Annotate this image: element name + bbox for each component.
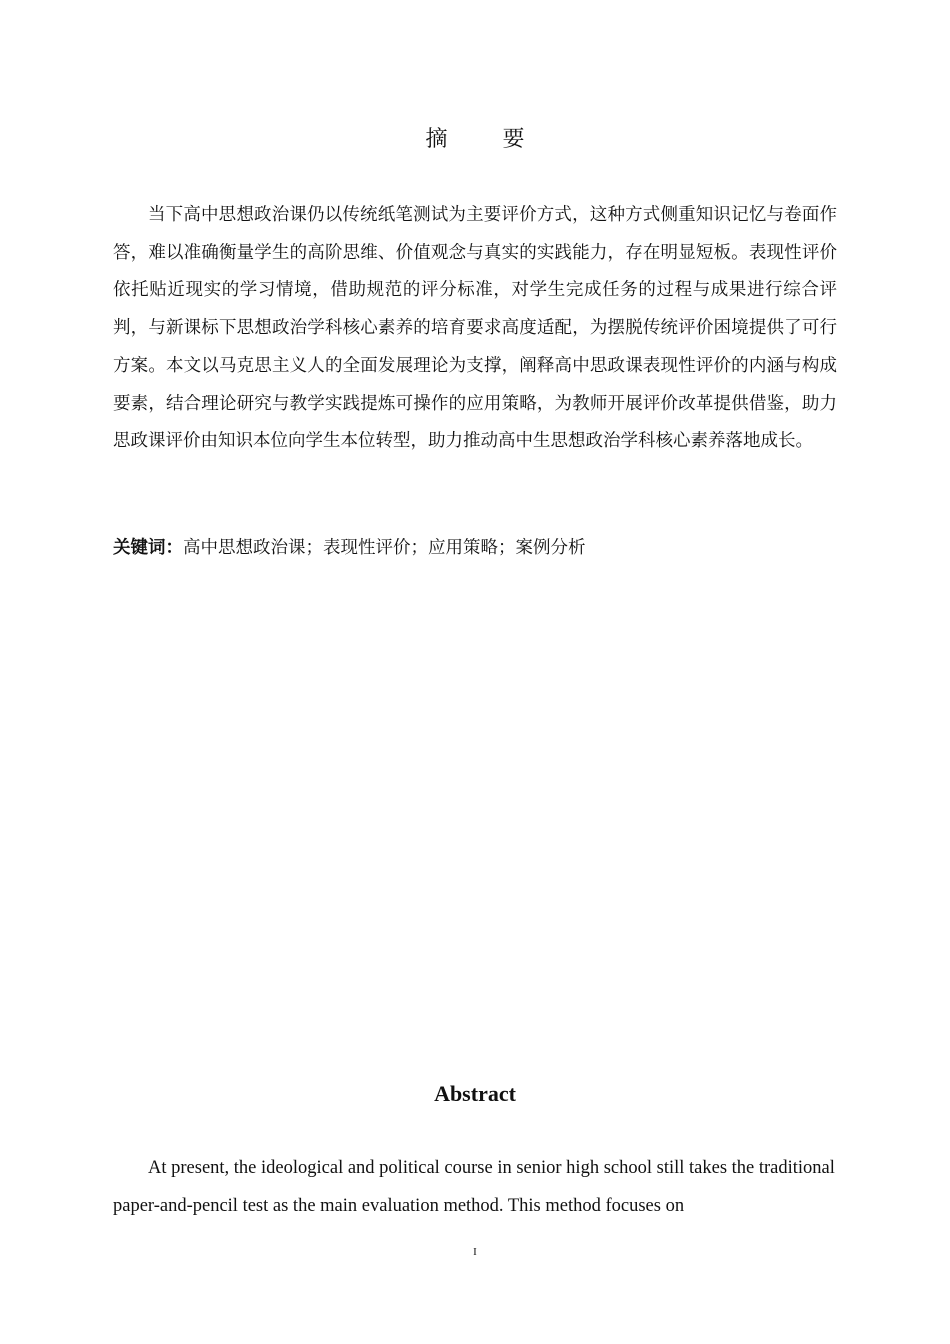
page-number: I bbox=[473, 1246, 477, 1258]
chinese-abstract-title: 摘 要 bbox=[425, 127, 549, 152]
chinese-abstract-body: 当下高中思想政治课仍以传统纸笔测试为主要评价方式，这种方式侧重知识记忆与卷面作答，难以准确衡量学生的高阶思维、价值观念与真实的实践能力，存在明显短板。表现性评价依托贴近现实的学习情境，借助规范的评分标准，对学生完成任务的过程与成果进行综合评判，与新课标下思想政治学科核心素养的培育要求高度适配，为摆脱传统评价困境提供了可行方案。本文以马克思主义人的全面发展理论为支撑，阐释高中思政课表现性评价的内涵与构成要素，结合理论研究与教学实践提炼可操作的应用策略，为教师开展评价改革提供借鉴，助力思政课评价由知识本位向学生本位转型，助力推动高中生思想政治学科核心素养落地成长。 bbox=[113, 205, 837, 452]
english-abstract-body: At present, the ideological and political course in senior high school still takes the traditional paper-and-pencil test as the main evaluation method. This method focuses on bbox=[113, 1158, 835, 1216]
keywords-text: 高中思想政治课；表现性评价；应用策略；案例分析 bbox=[183, 538, 586, 558]
english-abstract-title: Abstract bbox=[434, 1081, 516, 1106]
keywords-label: 关键词： bbox=[113, 538, 183, 558]
chinese-keywords bbox=[113, 532, 837, 564]
